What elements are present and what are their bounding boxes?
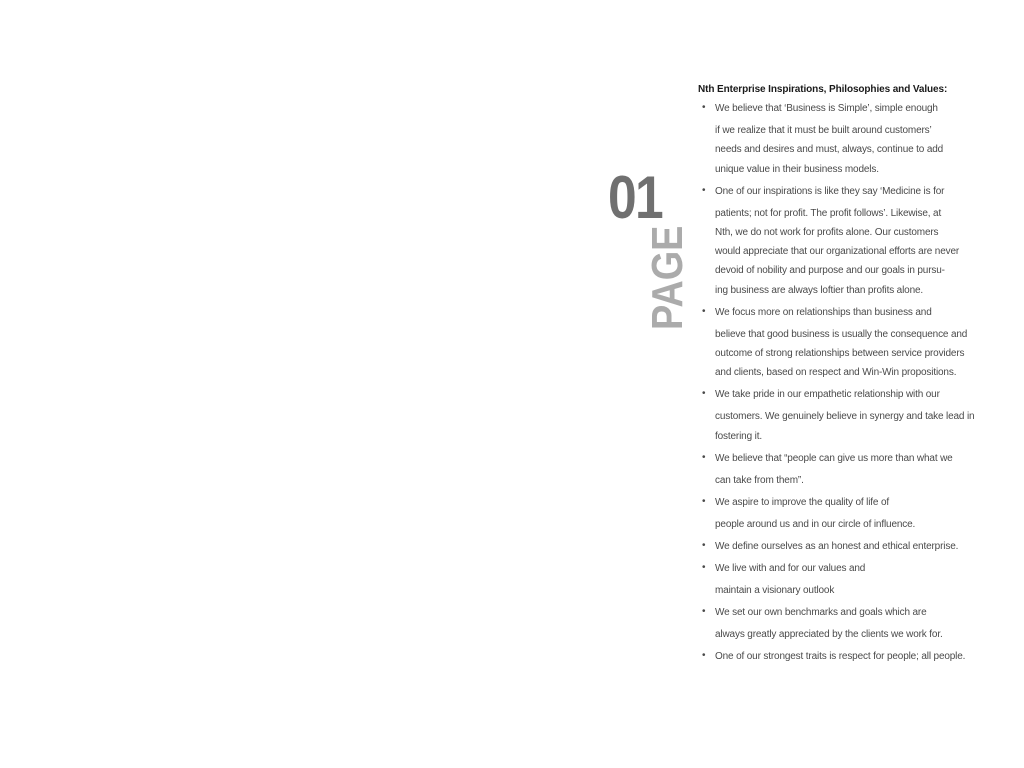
value-item: [698, 562, 998, 606]
value-item-line: if we realize that it must be built around customers’: [715, 125, 932, 136]
value-item-line: Nth, we do not work for profits alone. Our customers: [715, 226, 939, 238]
bullet-icon: •: [702, 539, 706, 551]
bullet-icon: •: [702, 451, 706, 463]
bullet-icon: •: [702, 649, 706, 661]
page-word: PAGE: [642, 225, 692, 330]
value-item: [698, 185, 998, 306]
value-item-line: We aspire to improve the quality of life of: [715, 496, 890, 508]
bullet-icon: •: [702, 102, 706, 113]
value-item-line: outcome of strong relationships between service providers: [715, 348, 965, 360]
value-item-line: can take from them”.: [715, 474, 804, 486]
value-item-line: We focus more on relationships than business and: [715, 306, 932, 318]
value-item: [698, 452, 998, 496]
values-list: [698, 102, 998, 672]
value-item-line: always greatly appreciated by the clients we work for.: [715, 628, 943, 640]
value-item: [698, 306, 998, 389]
value-item-line: needs and desires and must, always, continue to add: [715, 144, 944, 156]
bullet-icon: •: [702, 561, 706, 573]
value-item-line: devoid of nobility and purpose and our goals in pursu-: [715, 265, 945, 277]
page-number: 01: [608, 164, 662, 231]
value-item-line: We believe that ‘Business is Simple’, simple enough: [715, 103, 938, 114]
values-section: [698, 83, 998, 672]
value-item-line: and clients, based on respect and Win-Win propositions.: [715, 367, 957, 379]
value-item-line: We define ourselves as an honest and ethical enterprise.: [715, 540, 959, 552]
page-word-graphic: [642, 225, 692, 334]
section-heading: Nth Enterprise Inspirations, Philosophies and Values:: [698, 84, 948, 95]
value-item-line: ing business are always loftier than profits alone.: [715, 284, 924, 296]
value-item-line: patients; not for profit. The profit follows’. Likewise, at: [715, 207, 942, 219]
value-item: [698, 102, 998, 185]
value-item-line: unique value in their business models.: [715, 163, 879, 175]
value-item: [698, 606, 998, 650]
value-item-line: We take pride in our empathetic relationship with our: [715, 389, 940, 401]
bullet-icon: •: [702, 388, 706, 400]
page-marker: [606, 164, 692, 332]
bullet-icon: •: [702, 305, 706, 317]
value-item-line: One of our strongest traits is respect for people; all people.: [715, 650, 966, 662]
value-item-line: We set our own benchmarks and goals which are: [715, 606, 927, 618]
value-item-line: people around us and in our circle of influence.: [715, 518, 916, 530]
value-item: [698, 388, 998, 451]
value-item-line: We believe that “people can give us more than what we: [715, 452, 953, 464]
value-item-line: believe that good business is usually the consequence and: [715, 328, 968, 340]
value-item: [698, 496, 998, 540]
value-item: [698, 650, 998, 672]
value-item-line: maintain a visionary outlook: [715, 584, 835, 596]
value-item-line: would appreciate that our organizational efforts are never: [715, 246, 960, 258]
bullet-icon: •: [702, 495, 706, 507]
value-item: [698, 540, 998, 562]
bullet-icon: •: [702, 184, 706, 196]
value-item-line: fostering it.: [715, 430, 762, 442]
value-item-line: customers. We genuinely believe in synergy and take lead in: [715, 411, 975, 423]
value-item-line: One of our inspirations is like they say ‘Medicine is for: [715, 185, 945, 197]
bullet-icon: •: [702, 605, 706, 617]
value-item-line: We live with and for our values and: [715, 562, 866, 574]
